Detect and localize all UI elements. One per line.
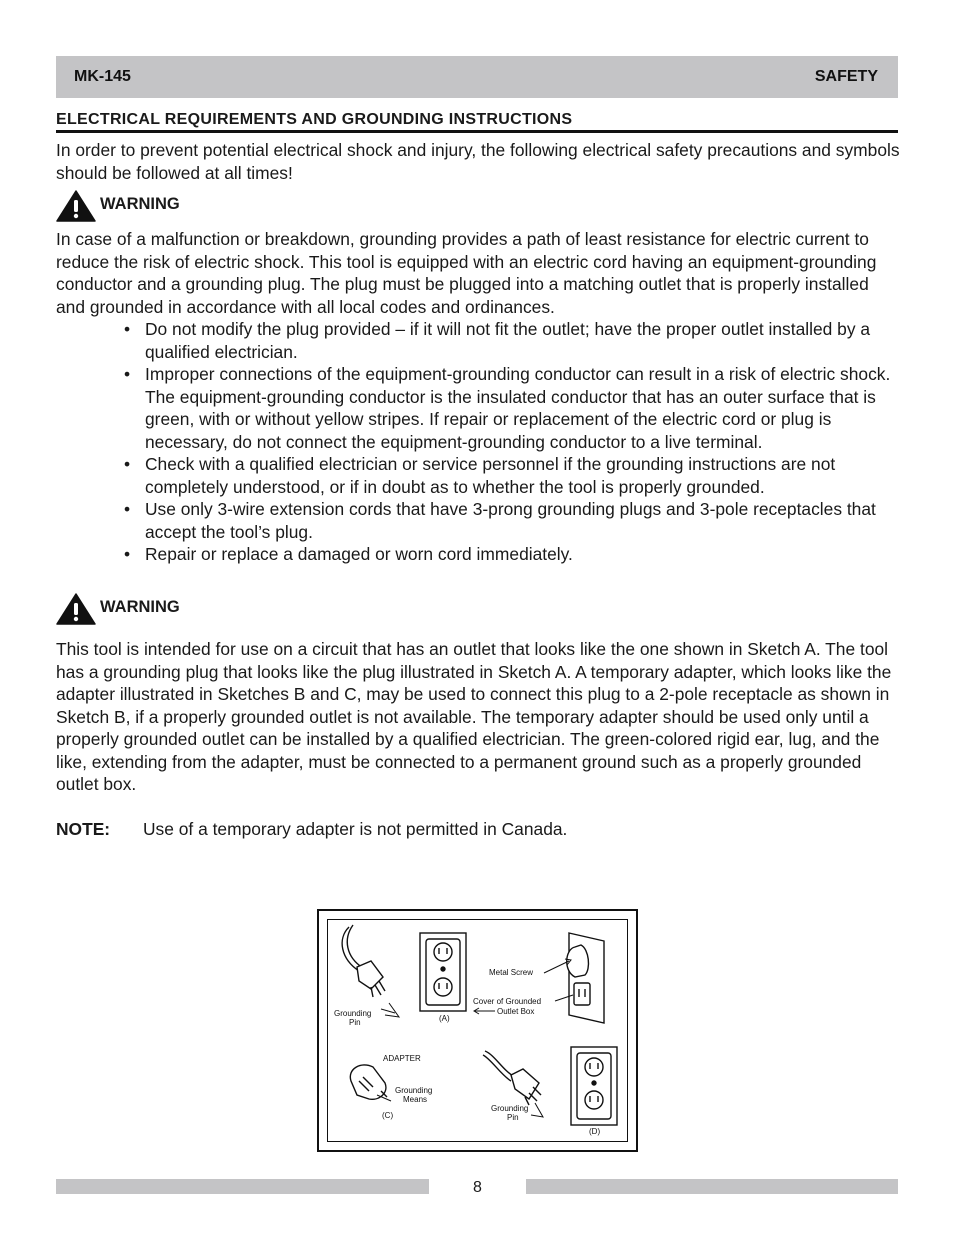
sketch-d-label: (D) (589, 1127, 601, 1136)
list-item: • Repair or replace a damaged or worn cord immediately. (122, 543, 902, 566)
warning-triangle-icon (56, 190, 96, 222)
metal-screw-label: Metal Screw (489, 968, 534, 977)
cover-label-2: Outlet Box (497, 1007, 535, 1016)
grounding-sketches-illustration (319, 911, 636, 1150)
grounding-pin-d-label-1: Grounding (491, 1104, 529, 1113)
grounding-means-label-1: Grounding (395, 1086, 433, 1095)
warning-triangle-icon (56, 593, 96, 625)
grounding-sketch-figure (317, 909, 638, 1152)
outlet-b-icon (567, 933, 604, 1023)
list-item: • Improper connections of the equipment-grounding conductor can result in a risk of electric shock. The equipment-grounding conductor is the insulated conductor that has an outer surface that is green, with or without yellow stripes. If repair or replacement of the electric cord or plug is necessary, do not connect the equipment-grounding conductor to a live terminal. (122, 363, 902, 453)
list-item: • Do not modify the plug provided – if it will not fit the outlet; have the proper outlet installed by a qualified electrician. (122, 318, 902, 363)
page-number: 8 (473, 1179, 482, 1196)
warning-label-2: WARNING (100, 598, 180, 616)
section-name: SAFETY (814, 68, 878, 85)
page-header-bar (56, 56, 898, 98)
cover-label-1: Cover of Grounded (473, 997, 542, 1006)
outlet-a-icon (420, 933, 466, 1011)
adapter-c-icon (350, 1065, 387, 1099)
footer-bar-right (526, 1179, 898, 1194)
grounding-means-label-2: Means (403, 1095, 428, 1104)
list-item: • Use only 3-wire extension cords that have 3-prong grounding plugs and 3-pole receptacles that accept the tool’s plug. (122, 498, 902, 543)
warning-label-1: WARNING (100, 195, 180, 213)
note-row (56, 818, 567, 841)
warning-heading-1 (56, 190, 180, 222)
note-text: Use of a temporary adapter is not permitted in Canada. (143, 819, 568, 839)
grounding-pin-d-label-2: Pin (507, 1113, 519, 1122)
warning-paragraph-2: This tool is intended for use on a circuit that has an outlet that looks like the one shown in Sketch A. The tool has a grounding plug that looks like the plug illustrated in Sketch A. A temporary adapter, which looks like the adapter illustrated in Sketches B and C, may be used to connect this plug to a 2-pole receptacle as shown in Sketch B, if a properly grounded outlet is not available. The temporary adapter should be used only until a properly grounded outlet can be installed by a qualified electrician. The green-colored rigid ear, lug, and the like, extending from the adapter, must be connected to a permanent ground such as a properly grounded outlet box. (56, 639, 892, 794)
safety-bullet-list (122, 318, 902, 566)
grounding-plug-d-icon (483, 1051, 541, 1105)
warning-paragraph-1: In case of a malfunction or breakdown, grounding provides a path of least resistance for electric current to reduce the risk of electric shock. This tool is equipped with an electric cord having an equipment-grounding conductor and a grounding plug. The plug must be plugged into a matching outlet that is properly installed and grounded in accordance with all local codes and ordinances. (56, 229, 877, 317)
grounding-plug-a-icon (342, 925, 385, 997)
list-item: • Check with a qualified electrician or service personnel if the grounding instructions are not completely understood, or if in doubt as to whether the tool is properly grounded. (122, 453, 902, 498)
sketch-c-label: (C) (382, 1111, 394, 1120)
grounding-pin-a-label-1: Grounding (334, 1009, 372, 1018)
intro-paragraph: In order to prevent potential electrical shock and injury, the following electrical safety precautions and symbols should be followed at all times! (56, 140, 900, 183)
sketch-a-label: (A) (439, 1014, 450, 1023)
grounding-pin-a-label-2: Pin (349, 1018, 361, 1027)
note-label: NOTE: (56, 819, 111, 839)
adapter-label: ADAPTER (383, 1054, 421, 1063)
outlet-d-icon (571, 1047, 617, 1125)
warning-heading-2 (56, 593, 180, 625)
section-title: ELECTRICAL REQUIREMENTS AND GROUNDING INSTRUCTIONS (56, 110, 898, 133)
model-number: MK-145 (74, 68, 131, 85)
footer-bar-left (56, 1179, 429, 1194)
